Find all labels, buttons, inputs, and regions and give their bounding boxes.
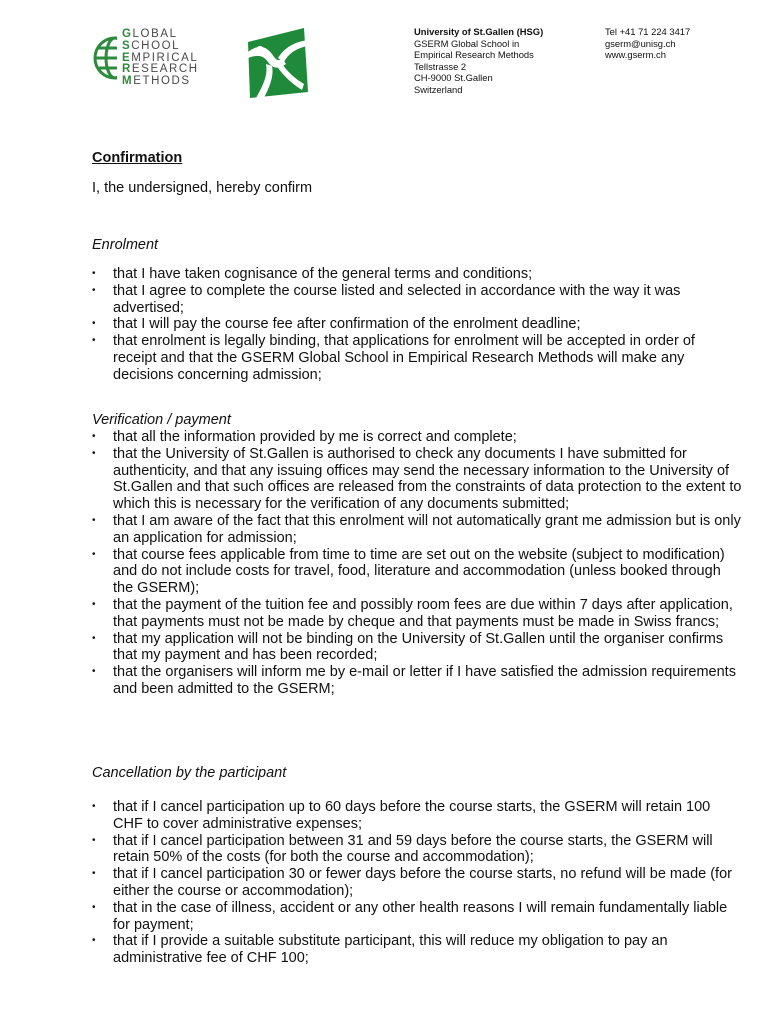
logo-word-rest: ETHODS [133,75,191,88]
gserm-logo [92,28,199,88]
section-cancellation [92,765,742,967]
section-heading: Cancellation by the participant [92,765,287,781]
list-item: • that if I cancel participation between 31 and 59 days before the course starts, the GSERM will retain 50% of the costs (for both the course and accommodation); [92,833,742,867]
address-line: University of St.Gallen (HSG) [414,26,544,37]
website-url: www.gserm.ch [605,49,666,61]
hsg-logo [242,28,312,98]
page-title: Confirmation [92,150,183,166]
logo-initial: R [122,63,132,76]
address-line: Switzerland [414,83,463,95]
logo-initial: G [122,28,133,40]
section-heading: Enrolment [92,237,159,253]
list-item: • that in the case of illness, accident or any other health reasons I will remain fundamentally liable for payment; [92,900,742,934]
list-item: • that the organisers will inform me by e-mail or letter if I have satisfied the admission requirements and been admitted to the GSERM; [92,664,742,698]
address-line: Empirical Research Methods [414,49,534,61]
list-item: • that I agree to complete the course listed and selected in accordance with the way it was advertised; [92,283,742,317]
intro-text: I, the undersigned, hereby confirm [92,180,313,196]
list-item: • that I will pay the course fee after confirmation of the enrolment deadline; [92,316,742,333]
logo-initial: S [122,39,132,52]
list-item: • that if I provide a suitable substitute participant, this will reduce my obligation to pay an administrative fee of CHF 100; [92,933,742,967]
address-line: Tellstrasse 2 [414,60,467,72]
email-address: gserm@unisg.ch [605,37,676,49]
logo-word-rest: LOBAL [132,28,178,40]
list-item: • that course fees applicable from time to time are set out on the website (subject to modification) and do not include costs for travel, food, literature and accommodation (unless booked through the GSERM); [92,547,742,597]
list-item: • that I am aware of the fact that this enrolment will not automatically grant me admission but is only an application for admission; [92,513,742,547]
enrolment-list [92,266,742,384]
address-line: CH-9000 St.Gallen [414,72,493,84]
verification-list [92,429,742,698]
address-line: GSERM Global School in [414,37,520,49]
contact-block [605,26,690,61]
logo-initial: E [122,51,132,64]
section-verification-payment [92,412,742,698]
cancellation-list [92,799,742,967]
logo-word [122,76,199,88]
list-item: • that my application will not be binding on the University of St.Gallen until the organiser confirms that my payment and has been recorded; [92,631,742,665]
list-item: • that enrolment is legally binding, that applications for enrolment will be accepted in order of receipt and that the GSERM Global School in Empirical Research Methods will make any decisions concerning admission; [92,333,742,383]
address-block [414,26,543,96]
logo-initial: M [122,75,134,88]
list-item: • that I have taken cognisance of the general terms and conditions; [92,266,742,283]
list-item: • that if I cancel participation 30 or fewer days before the course starts, no refund will be made (for either the course or accommodation); [92,866,742,900]
logo-wordmark [122,29,199,88]
list-item: • that all the information provided by me is correct and complete; [92,429,742,446]
logo-word-rest: MPIRICAL [131,51,199,64]
logo-word-rest: ESEARCH [131,63,199,76]
list-item: • that if I cancel participation up to 60 days before the course starts, the GSERM will retain 100 CHF to cover administrative expenses; [92,799,742,833]
list-item: • that the University of St.Gallen is authorised to check any documents I have submitted for authenticity, and that any issuing offices may send the necessary information to the University of St.Gallen and that such offices are released from the constraints of data protection to the extent to which this is necessary for the verification of any documents submitted; [92,446,742,513]
logo-word-rest: CHOOL [131,39,181,52]
phone-number: Tel +41 71 224 3417 [605,26,691,37]
section-enrolment [92,237,742,384]
section-heading: Verification / payment [92,412,231,428]
list-item: • that the payment of the tuition fee and possibly room fees are due within 7 days after application, that payments must not be made by cheque and that payments must be made in Swiss francs; [92,597,742,631]
